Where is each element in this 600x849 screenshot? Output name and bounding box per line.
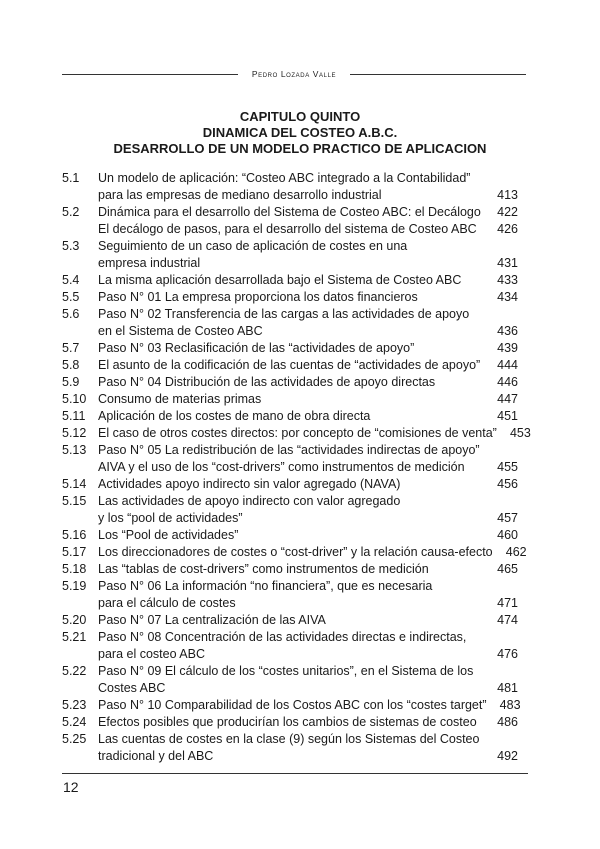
- entry-page: 453: [509, 426, 531, 440]
- entry-title: Paso N° 10 Comparabilidad de los Costos ABC con los “costes target”: [98, 698, 487, 712]
- entry-body: [98, 170, 518, 204]
- running-header: [62, 66, 526, 82]
- entry-page: 486: [497, 715, 518, 729]
- toc-entry: [62, 272, 518, 289]
- entry-title: Costes ABC: [98, 681, 166, 695]
- entry-body: [98, 442, 518, 476]
- entry-page: 471: [497, 596, 518, 610]
- toc-entry: [62, 425, 531, 442]
- entry-title: Efectos posibles que producirían los cambios de sistemas de costeo: [98, 715, 477, 729]
- entry-line: [98, 493, 518, 510]
- entry-title: para las empresas de mediano desarrollo industrial: [98, 188, 382, 202]
- entry-page: 481: [497, 681, 518, 695]
- entry-number: 5.12: [62, 426, 87, 440]
- entry-title: Las cuentas de costes en la clase (9) según los Sistemas del Costeo: [98, 732, 480, 746]
- chapter-heading: [62, 109, 538, 157]
- entry-body: [98, 204, 518, 238]
- entry-title: Paso N° 04 Distribución de las actividades de apoyo directas: [98, 375, 436, 389]
- entry-page: 462: [505, 545, 527, 559]
- entry-page: [484, 442, 518, 459]
- entry-title: Los direccionadores de costes o “cost-driver” y la relación causa-efecto: [98, 545, 493, 559]
- entry-title: Un modelo de aplicación: “Costeo ABC integrado a la Contabilidad”: [98, 171, 471, 185]
- entry-page: 446: [497, 375, 518, 389]
- entry-number: 5.21: [62, 630, 87, 644]
- entry-page: 426: [497, 222, 518, 236]
- entry-body: [98, 629, 518, 663]
- entry-line: [98, 306, 518, 323]
- entry-title: y los “pool de actividades”: [98, 511, 243, 525]
- entry-body: [98, 544, 527, 561]
- entry-number: 5.7: [62, 341, 80, 355]
- entry-page: 413: [497, 188, 518, 202]
- toc-entry: [62, 629, 518, 663]
- entry-title: Paso N° 06 La información “no financiera”, que es necesaria: [98, 579, 433, 593]
- entry-line: [98, 527, 518, 544]
- entry-page: 476: [497, 647, 518, 661]
- toc-entry: [62, 578, 518, 612]
- entry-number: 5.5: [62, 290, 80, 304]
- entry-number: 5.16: [62, 528, 87, 542]
- table-of-contents: [62, 170, 531, 765]
- entry-page: 436: [497, 324, 518, 338]
- toc-entry: [62, 476, 518, 493]
- author-name: Pedro Lozada Valle: [251, 69, 337, 79]
- entry-body: [98, 306, 518, 340]
- entry-page: 439: [497, 341, 518, 355]
- entry-line: [98, 323, 518, 340]
- entry-page: [484, 170, 518, 187]
- entry-title: El decálogo de pasos, para el desarrollo del sistema de Costeo ABC: [98, 222, 477, 236]
- entry-title: AIVA y el uso de los “cost-drivers” como instrumentos de medición: [98, 460, 465, 474]
- chapter-subtitle: DESARROLLO DE UN MODELO PRACTICO DE APLICACION: [113, 141, 487, 156]
- entry-line: [98, 374, 518, 391]
- toc-entry: [62, 697, 521, 714]
- entry-line: [98, 714, 518, 731]
- entry-title: en el Sistema de Costeo ABC: [98, 324, 263, 338]
- toc-entry: [62, 714, 518, 731]
- entry-title: tradicional y del ABC: [98, 749, 214, 763]
- entry-title: Dinámica para el desarrollo del Sistema de Costeo ABC: el Decálogo: [98, 205, 481, 219]
- entry-number: 5.8: [62, 358, 80, 372]
- entry-line: [98, 459, 518, 476]
- footer-rule: [62, 773, 528, 774]
- entry-number: 5.22: [62, 664, 87, 678]
- entry-line: [98, 561, 518, 578]
- entry-number: 5.9: [62, 375, 80, 389]
- entry-line: [98, 170, 518, 187]
- entry-body: [98, 340, 518, 357]
- entry-title: Paso N° 01 La empresa proporciona los datos financieros: [98, 290, 418, 304]
- entry-line: [98, 680, 518, 697]
- entry-body: [98, 561, 518, 578]
- entry-line: [98, 731, 518, 748]
- toc-entry: [62, 527, 518, 544]
- entry-body: [98, 374, 518, 391]
- toc-entry: [62, 731, 518, 765]
- entry-body: [98, 357, 518, 374]
- entry-body: [98, 731, 518, 765]
- entry-line: [98, 442, 518, 459]
- entry-page: 431: [497, 256, 518, 270]
- toc-entry: [62, 493, 518, 527]
- entry-title: empresa industrial: [98, 256, 201, 270]
- entry-number: 5.17: [62, 545, 87, 559]
- entry-page: [484, 238, 518, 255]
- entry-number: 5.4: [62, 273, 80, 287]
- entry-line: [98, 289, 518, 306]
- entry-number: 5.18: [62, 562, 87, 576]
- entry-page: 465: [497, 562, 518, 576]
- entry-page: [484, 578, 518, 595]
- toc-entry: [62, 340, 518, 357]
- entry-page: 460: [497, 528, 518, 542]
- entry-body: [98, 663, 518, 697]
- entry-body: [98, 391, 518, 408]
- entry-line: [98, 357, 518, 374]
- entry-title: para el cálculo de costes: [98, 596, 236, 610]
- entry-page: 444: [497, 358, 518, 372]
- header-rule-left: [62, 74, 238, 75]
- toc-entry: [62, 391, 518, 408]
- entry-body: [98, 612, 518, 629]
- entry-body: [98, 697, 521, 714]
- entry-number: 5.1: [62, 171, 80, 185]
- entry-body: [98, 272, 518, 289]
- entry-line: [98, 578, 518, 595]
- entry-title: Paso N° 05 La redistribución de las “actividades indirectas de apoyo”: [98, 443, 480, 457]
- entry-number: 5.25: [62, 732, 87, 746]
- entry-line: [98, 255, 518, 272]
- entry-title: Actividades apoyo indirecto sin valor agregado (NAVA): [98, 477, 401, 491]
- toc-entry: [62, 408, 518, 425]
- toc-entry: [62, 204, 518, 238]
- entry-title: Paso N° 09 El cálculo de los “costes unitarios”, en el Sistema de los: [98, 664, 474, 678]
- entry-body: [98, 425, 531, 442]
- chapter-number: CAPITULO QUINTO: [239, 109, 361, 124]
- entry-number: 5.6: [62, 307, 80, 321]
- entry-number: 5.15: [62, 494, 87, 508]
- entry-page: 474: [497, 613, 518, 627]
- entry-title: Las “tablas de cost-drivers” como instrumentos de medición: [98, 562, 429, 576]
- entry-number: 5.3: [62, 239, 80, 253]
- entry-number: 5.11: [62, 409, 86, 423]
- toc-entry: [62, 357, 518, 374]
- entry-page: 451: [497, 409, 518, 423]
- entry-line: [98, 748, 518, 765]
- entry-page: 447: [497, 392, 518, 406]
- toc-entry: [62, 306, 518, 340]
- entry-page: 422: [497, 205, 518, 219]
- entry-title: La misma aplicación desarrollada bajo el Sistema de Costeo ABC: [98, 273, 462, 287]
- toc-entry: [62, 442, 518, 476]
- entry-line: [98, 629, 518, 646]
- entry-page: [484, 493, 518, 510]
- entry-line: [98, 697, 521, 714]
- entry-number: 5.24: [62, 715, 87, 729]
- entry-page: [484, 731, 518, 748]
- entry-line: [98, 391, 518, 408]
- entry-number: 5.13: [62, 443, 87, 457]
- entry-line: [98, 595, 518, 612]
- entry-line: [98, 340, 518, 357]
- entry-number: 5.14: [62, 477, 87, 491]
- entry-body: [98, 578, 518, 612]
- entry-body: [98, 493, 518, 527]
- entry-page: [484, 306, 518, 323]
- entry-page: [484, 663, 518, 680]
- toc-entry: [62, 663, 518, 697]
- entry-line: [98, 663, 518, 680]
- entry-number: 5.10: [62, 392, 87, 406]
- chapter-title: DINAMICA DEL COSTEO A.B.C.: [202, 125, 398, 140]
- toc-entry: [62, 289, 518, 306]
- entry-line: [98, 544, 527, 561]
- entry-number: 5.2: [62, 205, 80, 219]
- entry-title: El caso de otros costes directos: por concepto de “comisiones de venta”: [98, 426, 497, 440]
- entry-page: [484, 629, 518, 646]
- entry-title: Paso N° 08 Concentración de las actividades directas e indirectas,: [98, 630, 467, 644]
- entry-page: 492: [497, 749, 518, 763]
- toc-entry: [62, 561, 518, 578]
- toc-entry: [62, 544, 527, 561]
- entry-body: [98, 714, 518, 731]
- entry-line: [98, 612, 518, 629]
- entry-number: 5.20: [62, 613, 87, 627]
- entry-line: [98, 408, 518, 425]
- entry-page: 456: [497, 477, 518, 491]
- entry-body: [98, 476, 518, 493]
- entry-number: 5.19: [62, 579, 87, 593]
- toc-entry: [62, 238, 518, 272]
- entry-number: 5.23: [62, 698, 87, 712]
- entry-line: [98, 204, 518, 221]
- header-rule-right: [350, 74, 526, 75]
- entry-body: [98, 408, 518, 425]
- entry-title: Paso N° 03 Reclasificación de las “actividades de apoyo”: [98, 341, 415, 355]
- entry-line: [98, 646, 518, 663]
- toc-entry: [62, 170, 518, 204]
- entry-line: [98, 221, 518, 238]
- entry-title: Las actividades de apoyo indirecto con valor agregado: [98, 494, 401, 508]
- entry-title: Paso N° 07 La centralización de las AIVA: [98, 613, 326, 627]
- entry-title: Aplicación de los costes de mano de obra directa: [98, 409, 371, 423]
- entry-body: [98, 289, 518, 306]
- entry-page: 433: [497, 273, 518, 287]
- toc-entry: [62, 612, 518, 629]
- entry-title: El asunto de la codificación de las cuentas de “actividades de apoyo”: [98, 358, 481, 372]
- entry-body: [98, 527, 518, 544]
- entry-page: 434: [497, 290, 518, 304]
- entry-line: [98, 238, 518, 255]
- entry-line: [98, 476, 518, 493]
- entry-page: 455: [497, 460, 518, 474]
- entry-line: [98, 187, 518, 204]
- entry-line: [98, 510, 518, 527]
- entry-line: [98, 425, 531, 442]
- entry-page: 483: [499, 698, 521, 712]
- toc-entry: [62, 374, 518, 391]
- entry-title: Los “Pool de actividades”: [98, 528, 239, 542]
- entry-body: [98, 238, 518, 272]
- page-number: 12: [63, 779, 79, 795]
- entry-title: Paso N° 02 Transferencia de las cargas a las actividades de apoyo: [98, 307, 470, 321]
- entry-title: Seguimiento de un caso de aplicación de costes en una: [98, 239, 408, 253]
- entry-title: para el costeo ABC: [98, 647, 206, 661]
- entry-line: [98, 272, 518, 289]
- entry-page: 457: [497, 511, 518, 525]
- entry-title: Consumo de materias primas: [98, 392, 262, 406]
